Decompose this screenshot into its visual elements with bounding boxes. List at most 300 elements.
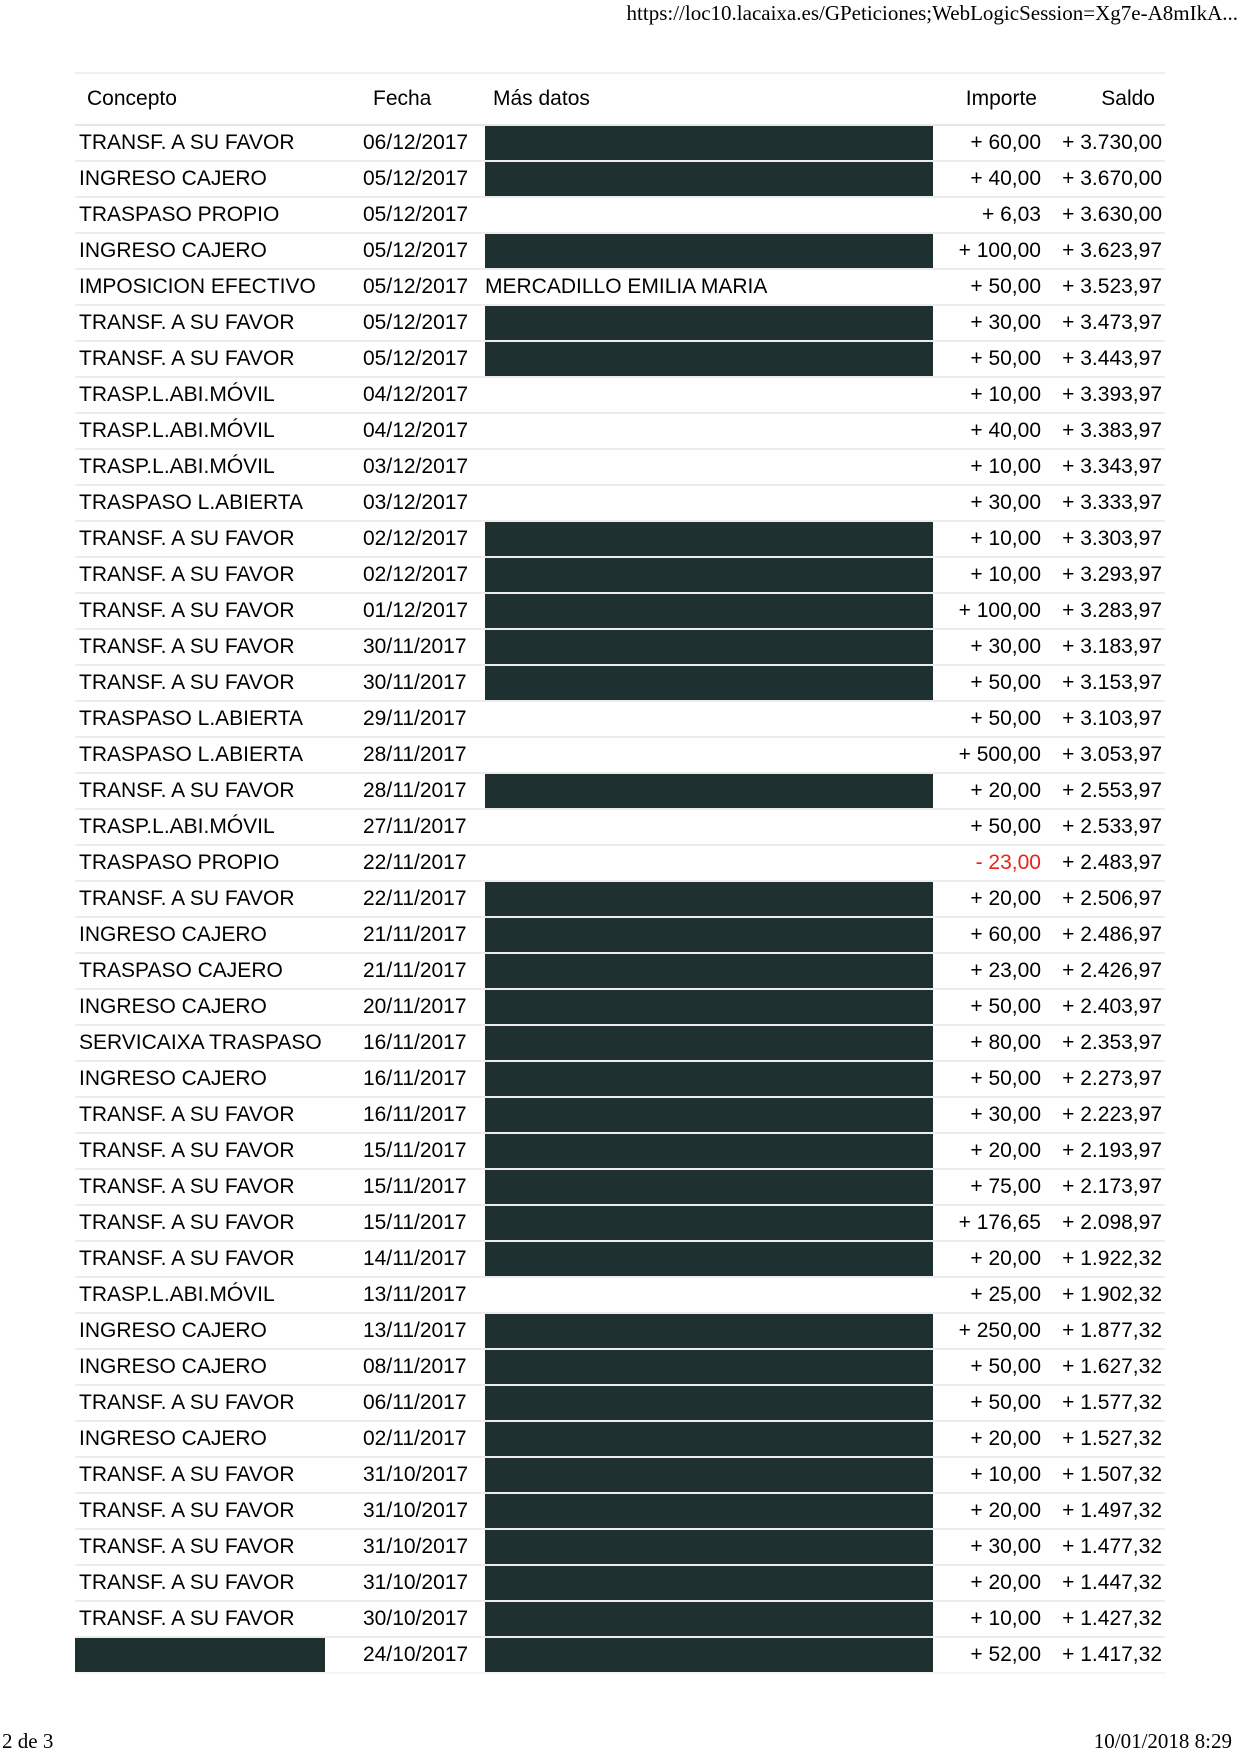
cell-amount: + 50,00 [937,269,1047,305]
cell-amount: + 50,00 [937,1385,1047,1421]
cell-balance: + 3.053,97 [1047,737,1165,773]
cell-concept: INGRESO CAJERO [75,1313,363,1349]
cell-balance: + 3.103,97 [1047,701,1165,737]
cell-balance: + 3.443,97 [1047,341,1165,377]
cell-amount: + 30,00 [937,305,1047,341]
cell-balance: + 2.273,97 [1047,1061,1165,1097]
header-concept: Concepto [75,73,363,125]
cell-concept: INGRESO CAJERO [75,1349,363,1385]
cell-more-data [481,701,937,737]
cell-amount: + 50,00 [937,1061,1047,1097]
cell-date: 24/10/2017 [363,1637,481,1673]
table-row [75,1565,1165,1601]
cell-amount: + 30,00 [937,629,1047,665]
table-row [75,845,1165,881]
cell-amount: + 100,00 [937,593,1047,629]
table-row [75,1349,1165,1385]
cell-date: 02/12/2017 [363,521,481,557]
cell-amount: + 10,00 [937,377,1047,413]
cell-concept: TRANSF. A SU FAVOR [75,773,363,809]
redacted-block [485,1458,933,1492]
cell-amount: + 100,00 [937,233,1047,269]
cell-balance: + 2.173,97 [1047,1169,1165,1205]
cell-more-data [481,1061,937,1097]
redacted-block [485,1098,933,1132]
cell-more-data [481,521,937,557]
redacted-block [485,558,933,592]
cell-concept: TRANSF. A SU FAVOR [75,1241,363,1277]
cell-more-data [481,1133,937,1169]
cell-date: 02/12/2017 [363,557,481,593]
cell-balance: + 3.343,97 [1047,449,1165,485]
cell-concept: INGRESO CAJERO [75,1421,363,1457]
cell-balance: + 2.223,97 [1047,1097,1165,1133]
cell-balance: + 1.902,32 [1047,1277,1165,1313]
table-row [75,737,1165,773]
table-row [75,1169,1165,1205]
cell-more-data [481,1025,937,1061]
table-body [75,125,1165,1673]
cell-date: 05/12/2017 [363,305,481,341]
cell-balance: + 1.627,32 [1047,1349,1165,1385]
cell-amount: + 60,00 [937,125,1047,161]
cell-date: 29/11/2017 [363,701,481,737]
table-row [75,377,1165,413]
cell-date: 30/11/2017 [363,629,481,665]
header-balance: Saldo [1047,73,1165,125]
cell-concept: INGRESO CAJERO [75,161,363,197]
browser-url: https://loc10.lacaixa.es/GPeticiones;WebLogicSession=Xg7e-A8mIkA... [626,1,1238,25]
cell-balance: + 3.730,00 [1047,125,1165,161]
redacted-block [485,990,933,1024]
table-row [75,917,1165,953]
cell-amount: + 30,00 [937,485,1047,521]
table-row [75,1205,1165,1241]
header-date: Fecha [363,73,481,125]
cell-date: 21/11/2017 [363,953,481,989]
cell-more-data [481,1529,937,1565]
cell-more-data [481,989,937,1025]
cell-concept: TRANSF. A SU FAVOR [75,1601,363,1637]
cell-date: 08/11/2017 [363,1349,481,1385]
cell-more-data [481,593,937,629]
cell-amount: + 500,00 [937,737,1047,773]
cell-concept: TRASPASO PROPIO [75,845,363,881]
cell-concept: TRASP.L.ABI.MÓVIL [75,449,363,485]
cell-concept: TRASP.L.ABI.MÓVIL [75,1277,363,1313]
cell-balance: + 2.486,97 [1047,917,1165,953]
cell-amount: + 10,00 [937,1601,1047,1637]
cell-more-data [481,1349,937,1385]
print-datetime: 10/01/2018 8:29 [1093,1729,1232,1753]
redacted-block [485,1134,933,1168]
cell-balance: + 1.477,32 [1047,1529,1165,1565]
header-more-data: Más datos [481,73,937,125]
cell-amount: + 250,00 [937,1313,1047,1349]
cell-balance: + 2.098,97 [1047,1205,1165,1241]
cell-balance: + 1.447,32 [1047,1565,1165,1601]
redacted-block [485,918,933,952]
cell-date: 31/10/2017 [363,1457,481,1493]
table-row [75,1313,1165,1349]
cell-more-data [481,773,937,809]
cell-balance: + 2.193,97 [1047,1133,1165,1169]
table-row [75,1133,1165,1169]
cell-balance: + 3.393,97 [1047,377,1165,413]
table-row [75,701,1165,737]
cell-more-data [481,845,937,881]
cell-amount: + 80,00 [937,1025,1047,1061]
cell-amount: + 25,00 [937,1277,1047,1313]
cell-balance: + 3.623,97 [1047,233,1165,269]
cell-date: 31/10/2017 [363,1565,481,1601]
cell-balance: + 2.533,97 [1047,809,1165,845]
redacted-block [485,630,933,664]
redacted-block [485,1350,933,1384]
cell-amount: + 20,00 [937,1241,1047,1277]
cell-balance: + 3.303,97 [1047,521,1165,557]
cell-concept: TRANSF. A SU FAVOR [75,341,363,377]
cell-amount: + 20,00 [937,1133,1047,1169]
redacted-block [485,1530,933,1564]
redacted-block [485,1170,933,1204]
cell-amount: + 75,00 [937,1169,1047,1205]
cell-date: 22/11/2017 [363,881,481,917]
cell-date: 20/11/2017 [363,989,481,1025]
table-row [75,953,1165,989]
cell-more-data [481,161,937,197]
cell-amount: + 20,00 [937,1493,1047,1529]
cell-date: 05/12/2017 [363,197,481,233]
cell-date: 03/12/2017 [363,485,481,521]
cell-more-data [481,1205,937,1241]
redacted-block [485,342,933,376]
cell-concept: TRANSF. A SU FAVOR [75,1097,363,1133]
table-row [75,1457,1165,1493]
cell-amount: + 10,00 [937,1457,1047,1493]
redacted-block [485,1566,933,1600]
cell-more-data [481,953,937,989]
cell-concept: SERVICAIXA TRASPASO [75,1025,363,1061]
cell-balance: + 3.283,97 [1047,593,1165,629]
table-row [75,1385,1165,1421]
cell-date: 16/11/2017 [363,1097,481,1133]
cell-more-data [481,485,937,521]
cell-amount: + 52,00 [937,1637,1047,1673]
cell-concept: TRANSF. A SU FAVOR [75,1169,363,1205]
cell-more-data [481,305,937,341]
cell-amount: + 50,00 [937,665,1047,701]
table-row [75,521,1165,557]
redacted-block [485,594,933,628]
redacted-block [485,234,933,268]
table-row [75,1277,1165,1313]
redacted-block [75,1638,325,1672]
table-row [75,1637,1165,1673]
cell-amount: + 50,00 [937,809,1047,845]
cell-date: 15/11/2017 [363,1169,481,1205]
table-row [75,1529,1165,1565]
cell-date: 31/10/2017 [363,1529,481,1565]
cell-balance: + 3.473,97 [1047,305,1165,341]
cell-date: 04/12/2017 [363,413,481,449]
cell-amount: + 50,00 [937,341,1047,377]
cell-concept: INGRESO CAJERO [75,233,363,269]
cell-more-data [481,1385,937,1421]
table-row [75,989,1165,1025]
cell-date: 30/10/2017 [363,1601,481,1637]
table-row [75,1421,1165,1457]
header-amount: Importe [937,73,1047,125]
table-row [75,449,1165,485]
cell-date: 28/11/2017 [363,737,481,773]
cell-date: 02/11/2017 [363,1421,481,1457]
cell-balance: + 1.497,32 [1047,1493,1165,1529]
cell-more-data [481,665,937,701]
redacted-block [485,1242,933,1276]
cell-amount: + 30,00 [937,1529,1047,1565]
table-row [75,305,1165,341]
cell-concept: TRASPASO L.ABIERTA [75,737,363,773]
redacted-block [485,306,933,340]
redacted-block [485,882,933,916]
cell-amount: + 40,00 [937,413,1047,449]
cell-balance: + 3.293,97 [1047,557,1165,593]
cell-more-data [481,1241,937,1277]
cell-date: 16/11/2017 [363,1025,481,1061]
cell-amount: + 20,00 [937,1421,1047,1457]
cell-concept: TRANSF. A SU FAVOR [75,305,363,341]
cell-amount: + 50,00 [937,701,1047,737]
cell-concept: INGRESO CAJERO [75,917,363,953]
cell-amount: + 40,00 [937,161,1047,197]
cell-concept: TRANSF. A SU FAVOR [75,557,363,593]
cell-amount: + 20,00 [937,1565,1047,1601]
cell-balance: + 2.426,97 [1047,953,1165,989]
cell-concept: TRASPASO L.ABIERTA [75,701,363,737]
cell-more-data [481,449,937,485]
cell-date: 06/11/2017 [363,1385,481,1421]
cell-balance: + 2.353,97 [1047,1025,1165,1061]
cell-balance: + 3.383,97 [1047,413,1165,449]
cell-more-data [481,1637,937,1673]
cell-amount: + 50,00 [937,989,1047,1025]
cell-date: 27/11/2017 [363,809,481,845]
cell-amount: + 60,00 [937,917,1047,953]
redacted-block [485,1422,933,1456]
redacted-block [485,954,933,988]
cell-concept: TRASPASO PROPIO [75,197,363,233]
redacted-block [485,1386,933,1420]
cell-concept: TRANSF. A SU FAVOR [75,1133,363,1169]
cell-more-data [481,413,937,449]
cell-concept: TRANSF. A SU FAVOR [75,1529,363,1565]
cell-concept: TRANSF. A SU FAVOR [75,1565,363,1601]
cell-balance: + 3.523,97 [1047,269,1165,305]
redacted-block [485,1494,933,1528]
cell-balance: + 1.577,32 [1047,1385,1165,1421]
cell-concept: TRANSF. A SU FAVOR [75,593,363,629]
table-row [75,1061,1165,1097]
cell-date: 15/11/2017 [363,1133,481,1169]
cell-balance: + 3.333,97 [1047,485,1165,521]
cell-amount: + 20,00 [937,773,1047,809]
table-row [75,341,1165,377]
table-row [75,557,1165,593]
cell-more-data [481,377,937,413]
cell-balance: + 1.877,32 [1047,1313,1165,1349]
redacted-block [485,126,933,160]
page-indicator: 2 de 3 [2,1729,54,1753]
cell-amount: + 23,00 [937,953,1047,989]
table-row [75,233,1165,269]
cell-more-data [481,1169,937,1205]
movements-table [75,72,1165,1674]
cell-concept: TRASPASO CAJERO [75,953,363,989]
cell-concept: TRASP.L.ABI.MÓVIL [75,809,363,845]
cell-balance: + 1.427,32 [1047,1601,1165,1637]
table-row [75,485,1165,521]
cell-more-data [481,917,937,953]
table-row [75,161,1165,197]
cell-more-data: MERCADILLO EMILIA MARIA [481,269,937,305]
cell-more-data [481,629,937,665]
table-row [75,809,1165,845]
cell-date: 28/11/2017 [363,773,481,809]
cell-more-data [481,1457,937,1493]
cell-balance: + 2.553,97 [1047,773,1165,809]
redacted-block [485,1062,933,1096]
cell-concept [75,1637,363,1673]
cell-concept: TRANSF. A SU FAVOR [75,1493,363,1529]
cell-balance: + 2.483,97 [1047,845,1165,881]
cell-balance: + 1.527,32 [1047,1421,1165,1457]
table-row [75,1025,1165,1061]
cell-concept: TRANSF. A SU FAVOR [75,881,363,917]
cell-amount: + 30,00 [937,1097,1047,1133]
cell-more-data [481,1601,937,1637]
cell-more-data [481,881,937,917]
cell-date: 15/11/2017 [363,1205,481,1241]
cell-concept: TRANSF. A SU FAVOR [75,629,363,665]
cell-amount: + 10,00 [937,557,1047,593]
cell-balance: + 1.417,32 [1047,1637,1165,1673]
cell-concept: TRASPASO L.ABIERTA [75,485,363,521]
cell-balance: + 3.183,97 [1047,629,1165,665]
cell-date: 13/11/2017 [363,1277,481,1313]
cell-date: 16/11/2017 [363,1061,481,1097]
redacted-block [485,666,933,700]
cell-balance: + 1.922,32 [1047,1241,1165,1277]
table-row [75,1493,1165,1529]
table-row [75,1097,1165,1133]
table-row [75,1601,1165,1637]
cell-balance: + 3.153,97 [1047,665,1165,701]
table-row [75,125,1165,161]
redacted-block [485,1206,933,1240]
cell-amount: - 23,00 [937,845,1047,881]
table-row [75,413,1165,449]
redacted-block [485,1602,933,1636]
redacted-block [485,522,933,556]
cell-balance: + 3.630,00 [1047,197,1165,233]
cell-more-data [481,1421,937,1457]
cell-more-data [481,341,937,377]
redacted-block [485,1026,933,1060]
cell-amount: + 176,65 [937,1205,1047,1241]
cell-date: 03/12/2017 [363,449,481,485]
cell-date: 05/12/2017 [363,341,481,377]
cell-amount: + 50,00 [937,1349,1047,1385]
table-row [75,269,1165,305]
cell-concept: INGRESO CAJERO [75,989,363,1025]
cell-concept: IMPOSICION EFECTIVO [75,269,363,305]
cell-date: 14/11/2017 [363,1241,481,1277]
cell-date: 21/11/2017 [363,917,481,953]
cell-more-data [481,1097,937,1133]
table-row [75,881,1165,917]
cell-concept: TRANSF. A SU FAVOR [75,665,363,701]
table-row [75,593,1165,629]
cell-amount: + 6,03 [937,197,1047,233]
cell-more-data [481,737,937,773]
movements-table-container [75,72,1165,1674]
cell-concept: TRANSF. A SU FAVOR [75,1205,363,1241]
cell-date: 01/12/2017 [363,593,481,629]
cell-amount: + 10,00 [937,521,1047,557]
cell-date: 06/12/2017 [363,125,481,161]
cell-date: 31/10/2017 [363,1493,481,1529]
cell-concept: INGRESO CAJERO [75,1061,363,1097]
cell-balance: + 2.403,97 [1047,989,1165,1025]
cell-more-data [481,1493,937,1529]
cell-concept: TRANSF. A SU FAVOR [75,125,363,161]
table-row [75,629,1165,665]
cell-more-data [481,1313,937,1349]
cell-concept: TRANSF. A SU FAVOR [75,521,363,557]
table-header [75,73,1165,125]
cell-more-data [481,809,937,845]
redacted-block [485,774,933,808]
redacted-block [485,162,933,196]
cell-concept: TRANSF. A SU FAVOR [75,1385,363,1421]
cell-date: 22/11/2017 [363,845,481,881]
cell-amount: + 10,00 [937,449,1047,485]
cell-date: 05/12/2017 [363,161,481,197]
cell-date: 05/12/2017 [363,269,481,305]
table-row [75,1241,1165,1277]
cell-amount: + 20,00 [937,881,1047,917]
cell-date: 30/11/2017 [363,665,481,701]
cell-more-data [481,557,937,593]
cell-more-data [481,197,937,233]
cell-concept: TRANSF. A SU FAVOR [75,1457,363,1493]
cell-date: 05/12/2017 [363,233,481,269]
header-row [75,73,1165,125]
cell-balance: + 1.507,32 [1047,1457,1165,1493]
cell-date: 13/11/2017 [363,1313,481,1349]
cell-concept: TRASP.L.ABI.MÓVIL [75,413,363,449]
cell-more-data [481,233,937,269]
cell-balance: + 3.670,00 [1047,161,1165,197]
cell-more-data [481,125,937,161]
redacted-block [485,1314,933,1348]
redacted-block [485,1638,933,1672]
cell-balance: + 2.506,97 [1047,881,1165,917]
cell-more-data [481,1277,937,1313]
cell-more-data [481,1565,937,1601]
table-row [75,773,1165,809]
